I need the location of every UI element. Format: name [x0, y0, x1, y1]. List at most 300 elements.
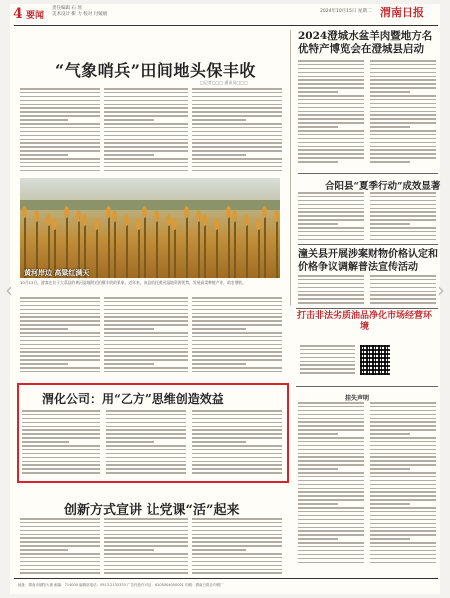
text-line	[192, 320, 282, 322]
text-line	[298, 235, 364, 237]
text-line	[298, 546, 364, 548]
text-line	[298, 538, 338, 540]
text-line	[20, 351, 100, 353]
text-line	[104, 123, 188, 125]
text-line	[298, 95, 364, 97]
text-line	[104, 534, 188, 536]
text-line	[370, 235, 436, 237]
text-line	[298, 406, 364, 408]
text-line	[298, 554, 364, 556]
text-line	[20, 92, 100, 94]
right-text-3a	[298, 275, 364, 306]
sorghum-stalk	[156, 216, 158, 278]
text-line	[370, 418, 436, 420]
text-line	[104, 92, 188, 94]
text-line	[20, 569, 100, 571]
text-line	[104, 569, 188, 571]
text-line	[192, 545, 282, 547]
text-line	[192, 309, 282, 311]
text-line	[298, 142, 364, 144]
text-line	[104, 324, 188, 326]
text-line	[104, 371, 188, 373]
text-line	[20, 150, 100, 152]
text-line	[370, 138, 436, 140]
text-line	[104, 332, 188, 334]
text-line	[298, 107, 364, 109]
text-line	[298, 99, 364, 101]
sorghum-head	[244, 214, 249, 226]
text-line	[298, 111, 364, 113]
text-line	[104, 104, 188, 106]
text-line	[298, 294, 364, 296]
text-line	[104, 115, 188, 117]
text-line	[106, 445, 186, 447]
sorghum-head	[172, 218, 177, 230]
text-line	[104, 359, 188, 361]
text-line	[370, 91, 410, 93]
sorghum-stalk	[276, 216, 278, 278]
text-line	[22, 449, 100, 451]
text-line	[104, 146, 188, 148]
text-line	[298, 476, 364, 478]
text-line	[298, 91, 338, 93]
text-line	[298, 114, 364, 116]
text-line	[370, 519, 436, 521]
text-line	[20, 309, 100, 311]
text-line	[192, 100, 282, 102]
text-line	[192, 115, 282, 117]
text-line	[106, 453, 186, 455]
sorghum-stalk	[198, 216, 200, 278]
text-line	[192, 328, 246, 330]
notice-rule	[296, 386, 438, 387]
text-line	[20, 541, 100, 543]
text-line	[298, 64, 364, 66]
right-text-1a	[298, 60, 364, 165]
sorghum-stalk	[144, 212, 146, 278]
text-line	[370, 456, 436, 458]
text-line	[22, 457, 100, 459]
text-line	[298, 488, 364, 490]
sorghum-head	[136, 218, 141, 230]
text-line	[370, 60, 436, 62]
text-line	[192, 418, 282, 420]
text-line	[370, 72, 436, 74]
text-line	[104, 150, 188, 152]
text-line	[192, 166, 282, 168]
text-line	[370, 227, 436, 229]
sorghum-head	[124, 214, 129, 226]
text-line	[298, 87, 364, 89]
text-line	[104, 553, 188, 555]
text-line	[298, 464, 364, 466]
text-line	[192, 305, 282, 307]
text-line	[298, 421, 364, 423]
text-line	[298, 507, 364, 509]
photo-sky	[20, 178, 280, 202]
box-headline: 渭化公司：用“乙方”思维创造效益	[42, 392, 224, 406]
text-line	[298, 196, 364, 198]
text-line	[298, 208, 364, 210]
text-line	[298, 146, 364, 148]
text-line	[192, 457, 282, 459]
text-line	[192, 537, 282, 539]
main-text-col-2b	[104, 297, 188, 375]
sorghum-head	[196, 210, 201, 222]
sorghum-head	[166, 214, 171, 226]
text-line	[370, 211, 436, 213]
main-text-col-3	[192, 88, 282, 174]
text-line	[370, 99, 436, 101]
sorghum-head	[262, 206, 267, 218]
text-line	[298, 441, 364, 443]
text-line	[106, 433, 186, 435]
text-line	[106, 441, 154, 443]
text-line	[300, 372, 355, 374]
text-line	[298, 130, 364, 132]
right-text-2b	[370, 192, 436, 243]
text-line	[20, 96, 100, 98]
text-line	[298, 287, 364, 289]
issue-date: 2024年10月15日 星期二	[320, 9, 372, 14]
text-line	[370, 538, 410, 540]
text-line	[370, 542, 436, 544]
ad-rule	[296, 308, 438, 309]
sorghum-stalk	[138, 224, 140, 278]
text-line	[22, 429, 100, 431]
text-line	[192, 549, 246, 551]
text-line	[298, 542, 364, 544]
text-line	[298, 231, 364, 233]
text-line	[20, 154, 68, 156]
text-line	[192, 127, 282, 129]
text-line	[106, 414, 186, 416]
text-line	[20, 316, 100, 318]
text-line	[298, 433, 338, 435]
text-line	[192, 344, 282, 346]
text-line	[370, 472, 436, 474]
text-line	[20, 324, 100, 326]
sorghum-head	[52, 218, 57, 230]
text-line	[20, 332, 100, 334]
lower-text-col-1	[20, 518, 100, 576]
text-line	[104, 135, 188, 137]
header-rule	[14, 25, 438, 26]
text-line	[20, 534, 100, 536]
text-line	[298, 562, 364, 564]
text-line	[298, 480, 364, 482]
sorghum-head	[232, 210, 237, 222]
text-line	[370, 495, 436, 497]
text-line	[298, 122, 364, 124]
text-line	[298, 456, 364, 458]
text-line	[298, 192, 364, 194]
text-line	[298, 468, 338, 470]
ad-headline: 打击非法劣质油品净化市场经营环境	[297, 311, 433, 332]
text-line	[20, 111, 100, 113]
text-line	[20, 139, 100, 141]
text-line	[104, 545, 188, 547]
text-line	[370, 231, 436, 233]
text-line	[370, 68, 436, 70]
text-line	[298, 523, 364, 525]
text-line	[370, 449, 436, 451]
text-line	[192, 332, 282, 334]
text-line	[370, 215, 436, 217]
text-line	[370, 554, 436, 556]
sorghum-stalk	[246, 220, 248, 278]
right-headline-3: 潼关县开展涉案财物价格认定和价格争议调解普法宣传活动	[298, 249, 438, 273]
text-line	[370, 294, 436, 296]
text-line	[300, 345, 355, 347]
text-line	[298, 472, 364, 474]
text-line	[106, 418, 186, 420]
sorghum-head	[64, 206, 69, 218]
text-line	[298, 298, 364, 300]
text-line	[370, 558, 436, 560]
design-line: 美术设计 靳 力 校对 付媛媛	[52, 12, 108, 17]
text-line	[298, 410, 364, 412]
text-line	[370, 114, 436, 116]
text-line	[20, 313, 100, 315]
text-line	[370, 223, 410, 225]
text-line	[192, 92, 282, 94]
sorghum-stalk	[264, 212, 266, 278]
text-line	[298, 239, 364, 241]
text-line	[22, 422, 100, 424]
text-line	[20, 162, 100, 164]
sorghum-head	[202, 214, 207, 226]
text-line	[192, 441, 246, 443]
column-divider	[290, 30, 291, 305]
ad-text	[300, 345, 355, 376]
text-line	[370, 142, 436, 144]
text-line	[370, 111, 436, 113]
text-line	[298, 302, 364, 304]
text-line	[192, 561, 282, 563]
text-line	[370, 64, 436, 66]
text-line	[20, 553, 100, 555]
sorghum-head	[46, 214, 51, 226]
text-line	[104, 565, 188, 567]
text-line	[104, 549, 154, 551]
text-line	[370, 134, 436, 136]
text-line	[192, 553, 282, 555]
lower-text-col-2	[104, 518, 188, 576]
text-line	[370, 239, 436, 241]
text-line	[192, 426, 282, 428]
right-text-2a	[298, 192, 364, 243]
text-line	[370, 523, 436, 525]
text-line	[22, 468, 100, 470]
lower-headline: 创新方式宣讲 让党课“活”起来	[64, 503, 240, 518]
text-line	[20, 135, 100, 137]
text-line	[106, 429, 186, 431]
editor-line: 责任编辑 石 瑶	[52, 6, 82, 11]
sorghum-stalk	[204, 220, 206, 278]
text-line	[370, 76, 436, 78]
sorghum-field-photo	[20, 178, 280, 278]
text-line	[20, 166, 100, 168]
text-line	[20, 158, 100, 160]
text-line	[106, 468, 186, 470]
sorghum-stalk	[258, 224, 260, 278]
text-line	[298, 60, 364, 62]
text-line	[192, 170, 282, 172]
text-line	[192, 297, 282, 299]
text-line	[104, 526, 188, 528]
text-line	[104, 96, 188, 98]
text-line	[192, 142, 282, 144]
lower-text-col-3	[192, 518, 282, 576]
text-line	[20, 367, 100, 369]
right-headline-2: 合阳县“夏季行动”成效显著	[325, 181, 441, 192]
text-line	[298, 79, 364, 81]
sorghum-stalk	[234, 216, 236, 278]
text-line	[20, 301, 100, 303]
text-line	[370, 484, 436, 486]
box-text-col-1	[22, 410, 100, 476]
text-line	[192, 453, 282, 455]
text-line	[298, 453, 364, 455]
text-line	[20, 340, 100, 342]
sorghum-head	[94, 218, 99, 230]
text-line	[104, 367, 188, 369]
text-line	[192, 414, 282, 416]
text-line	[192, 565, 282, 567]
prev-page-arrow-icon[interactable]: ‹	[5, 278, 13, 302]
text-line	[22, 445, 100, 447]
text-line	[20, 100, 100, 102]
text-line	[192, 340, 282, 342]
sorghum-head	[226, 206, 231, 218]
text-line	[370, 468, 410, 470]
text-line	[104, 344, 188, 346]
notice-text-a	[298, 402, 364, 565]
text-line	[370, 208, 436, 210]
text-line	[192, 154, 246, 156]
text-line	[20, 572, 100, 574]
text-line	[298, 161, 338, 163]
text-line	[20, 320, 100, 322]
text-line	[104, 158, 188, 160]
text-line	[370, 503, 410, 505]
sorghum-stalk	[114, 216, 116, 278]
text-line	[370, 491, 436, 493]
text-line	[370, 402, 436, 404]
text-line	[298, 200, 364, 202]
text-line	[370, 291, 436, 293]
text-line	[192, 422, 282, 424]
text-line	[104, 348, 188, 350]
text-line	[192, 522, 282, 524]
text-line	[106, 422, 186, 424]
text-line	[106, 457, 186, 459]
text-line	[370, 200, 436, 202]
text-line	[298, 72, 364, 74]
text-line	[20, 170, 100, 172]
text-line	[298, 550, 364, 552]
next-page-arrow-icon[interactable]: ›	[437, 278, 445, 302]
right-rule-1	[298, 173, 438, 174]
text-line	[192, 433, 282, 435]
text-line	[104, 297, 188, 299]
text-line	[104, 340, 188, 342]
text-line	[106, 449, 186, 451]
text-line	[298, 219, 364, 221]
text-line	[298, 484, 364, 486]
text-line	[370, 499, 436, 501]
sorghum-stalk	[216, 224, 218, 278]
text-line	[370, 507, 436, 509]
text-line	[104, 119, 154, 121]
text-line	[370, 445, 436, 447]
text-line	[20, 565, 100, 567]
sorghum-head	[106, 206, 111, 218]
text-line	[298, 460, 364, 462]
text-line	[298, 279, 364, 281]
text-line	[104, 142, 188, 144]
text-line	[370, 79, 436, 81]
footer-info: 地址：渭南市朝阳大街 邮编：714000 编辑部电话：0913-2133333 广告经营许可证：6105004000001 印刷：渭南日报社印刷厂	[18, 583, 224, 587]
text-line	[298, 530, 364, 532]
text-line	[104, 541, 188, 543]
text-line	[106, 410, 186, 412]
sorghum-head	[34, 210, 39, 222]
right-text-1b	[370, 60, 436, 165]
text-line	[370, 83, 436, 85]
text-line	[298, 149, 364, 151]
text-line	[370, 107, 436, 109]
text-line	[298, 68, 364, 70]
text-line	[104, 309, 188, 311]
sorghum-head	[154, 210, 159, 222]
text-line	[20, 344, 100, 346]
text-line	[104, 131, 188, 133]
text-line	[370, 464, 436, 466]
text-line	[192, 461, 282, 463]
photo-title: 黄河岸边 高粱红满天	[24, 268, 90, 277]
text-line	[192, 107, 282, 109]
text-line	[22, 418, 100, 420]
text-line	[298, 534, 364, 536]
text-line	[300, 357, 355, 359]
text-line	[192, 530, 282, 532]
text-line	[298, 103, 364, 105]
text-line	[20, 537, 100, 539]
text-line	[298, 227, 364, 229]
text-line	[370, 149, 436, 151]
text-line	[20, 107, 100, 109]
text-line	[192, 449, 282, 451]
text-line	[370, 146, 436, 148]
text-line	[192, 351, 282, 353]
text-line	[192, 336, 282, 338]
text-line	[104, 336, 188, 338]
text-line	[192, 410, 282, 412]
text-line	[20, 297, 100, 299]
text-line	[370, 546, 436, 548]
sorghum-stalk	[108, 212, 110, 278]
text-line	[370, 122, 436, 124]
text-line	[106, 437, 186, 439]
text-line	[192, 445, 282, 447]
main-headline: “气象哨兵”田间地头保丰收	[55, 61, 256, 80]
text-line	[298, 429, 364, 431]
text-line	[370, 527, 436, 529]
text-line	[192, 111, 282, 113]
text-line	[192, 348, 282, 350]
